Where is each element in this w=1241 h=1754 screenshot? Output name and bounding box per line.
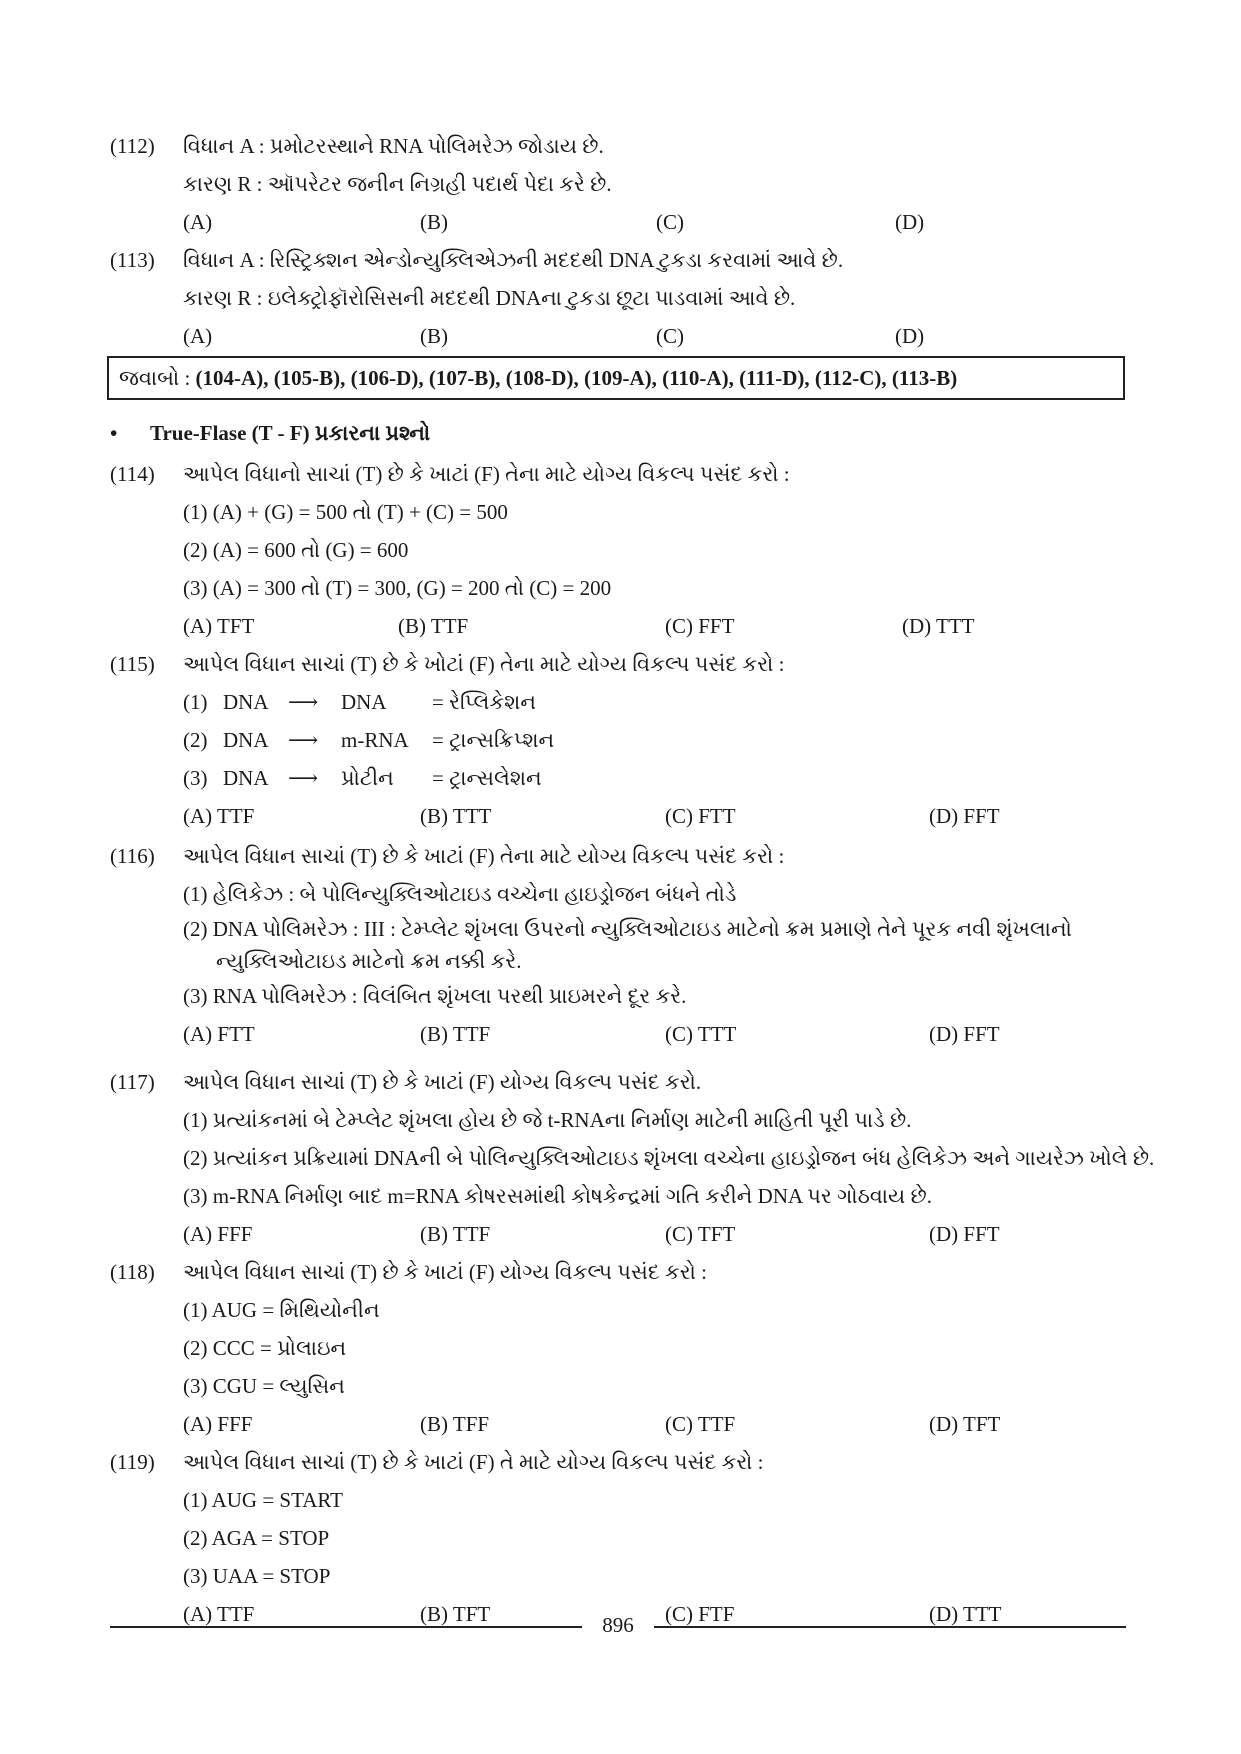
answer-key-box <box>107 356 1125 400</box>
statement-to: m-RNA <box>341 728 409 752</box>
statement-1: (1) હેલિકેઝ : બે પોલિન્યુક્લિઓટાઇડ વચ્ચેના હાઇડ્રોજન બંધને તોડે <box>183 882 737 906</box>
options-row <box>183 203 1183 241</box>
option-c: (C) <box>656 324 684 348</box>
options-row <box>183 1405 1183 1443</box>
question-prompt: આપેલ વિધાન સાચાં (T) છે કે ખોટાં (F) તેના માટે યોગ્ય વિકલ્પ પસંદ કરો : <box>183 652 785 676</box>
statement-from: DNA <box>223 690 269 714</box>
option-c: (C) FTT <box>665 804 736 828</box>
option-d: (D) FFT <box>929 804 1000 828</box>
bullet-icon: • <box>110 421 118 445</box>
question-body <box>183 837 1183 1053</box>
question-body <box>183 455 1183 645</box>
question-body <box>183 1443 1183 1633</box>
statement-2 <box>183 721 1183 759</box>
option-d: (D) FFT <box>929 1022 1000 1046</box>
question-body <box>183 241 1183 355</box>
statement-3: (3) UAA = STOP <box>183 1564 331 1588</box>
question-body <box>183 127 1183 241</box>
page-number: 896 <box>602 1613 634 1637</box>
option-c: (C) FTF <box>665 1602 735 1626</box>
option-b: (B) TFT <box>420 1602 491 1626</box>
question-prompt: આપેલ વિધાન સાચાં (T) છે કે ખાટાં (F) તે માટે યોગ્ય વિકલ્પ પસંદ કરો : <box>183 1450 764 1474</box>
arrow-right-icon: ⟶ <box>288 766 319 790</box>
option-c: (C) FFT <box>665 614 735 638</box>
question-number: (119) <box>110 1450 155 1474</box>
footer-rule-left <box>110 1626 582 1628</box>
statement-2-continued: ન્યુક્લિઓટાઇડ માટેનો ક્રમ નક્કી કરે. <box>216 949 522 973</box>
option-b: (B) <box>420 324 448 348</box>
option-a: (A) TFT <box>183 614 255 638</box>
option-a: (A) FTT <box>183 1022 255 1046</box>
question-body <box>183 1063 1183 1253</box>
statement-3: (3) CGU = લ્યુસિન <box>183 1374 345 1398</box>
options-row <box>183 607 1183 645</box>
option-d: (D) FFT <box>929 1222 1000 1246</box>
statement-2: (2) DNA પોલિમરેઝ : III : ટેમ્પ્લેટ શૃંખલા ઉપરનો ન્યુક્લિઓટાઇડ માટેનો ક્રમ પ્રમાણે તેને પૂરક નવી શૃંખલાનો <box>183 917 1072 941</box>
statement-1: (1) પ્રત્યાંકનમાં બે ટેમ્પ્લેટ શૃંખલા હોય છે જે t-RNAના નિર્માણ માટેની માહિતી પૂરી પાડે છે. <box>183 1108 912 1132</box>
option-a: (A) <box>183 210 213 234</box>
option-d: (D) TFT <box>929 1412 1001 1436</box>
statement-number: (3) <box>183 766 208 790</box>
answer-key-label: જવાબો : <box>119 366 191 390</box>
statement-a: વિધાન A : રિસ્ટ્રિક્શન એન્ડોન્યુક્લિએઝની મદદથી DNA ટુકડા કરવામાં આવે છે. <box>183 248 844 272</box>
question-number: (112) <box>110 134 155 158</box>
question-body <box>183 1253 1183 1443</box>
statement-number: (2) <box>183 728 208 752</box>
arrow-right-icon: ⟶ <box>288 728 319 752</box>
question-prompt: આપેલ વિધાન સાચાં (T) છે કે ખાટાં (F) યોગ્ય વિકલ્પ પસંદ કરો. <box>183 1070 702 1094</box>
reason-r: કારણ R : ઇલેક્ટ્રોફૉરોસિસની મદદથી DNAના ટુકડા છૂટા પાડવામાં આવે છે. <box>183 286 796 310</box>
question-number: (114) <box>110 462 155 486</box>
statement-from: DNA <box>223 728 269 752</box>
question-number: (118) <box>110 1260 155 1284</box>
option-b: (B) TTF <box>398 614 469 638</box>
question-number: (116) <box>110 844 155 868</box>
options-row <box>183 1215 1183 1253</box>
section-title: True-Flase (T - F) પ્રકારના પ્રશ્નો <box>150 421 431 445</box>
question-prompt: આપેલ વિધાનો સાચાં (T) છે કે ખાટાં (F) તેના માટે યોગ્ય વિકલ્પ પસંદ કરો : <box>183 462 790 486</box>
statement-from: DNA <box>223 766 269 790</box>
statement-3: (3) RNA પોલિમરેઝ : વિલંબિત શૃંખલા પરથી પ્રાઇમરને દૂર કરે. <box>183 984 687 1008</box>
statement-a: વિધાન A : પ્રમોટરસ્થાને RNA પોલિમરેઝ જોડાય છે. <box>183 134 604 158</box>
statement-1: (1) AUG = મિથિયોનીન <box>183 1298 380 1322</box>
option-b: (B) TFF <box>420 1412 490 1436</box>
option-d: (D) TTT <box>929 1602 1002 1626</box>
question-prompt: આપેલ વિધાન સાચાં (T) છે કે ખાટાં (F) તેના માટે યોગ્ય વિકલ્પ પસંદ કરો : <box>183 844 785 868</box>
option-c: (C) TTT <box>665 1022 737 1046</box>
statement-to: DNA <box>341 690 387 714</box>
option-c: (C) TFT <box>665 1222 736 1246</box>
section-heading <box>110 418 430 448</box>
statement-process: = રેપ્લિકેશન <box>432 690 536 714</box>
statement-1: (1) (A) + (G) = 500 તો (T) + (C) = 500 <box>183 500 508 524</box>
statement-process: = ટ્રાન્સક્રિપ્શન <box>432 728 555 752</box>
option-d: (D) TTT <box>902 614 975 638</box>
option-a: (A) TTF <box>183 1602 255 1626</box>
options-row <box>183 1015 1183 1053</box>
option-a: (A) FFF <box>183 1222 253 1246</box>
statement-to: પ્રોટીન <box>341 766 394 790</box>
statement-1: (1) AUG = START <box>183 1488 343 1512</box>
footer-rule-right <box>654 1626 1126 1628</box>
statement-2: (2) (A) = 600 તો (G) = 600 <box>183 538 409 562</box>
question-number: (115) <box>110 652 155 676</box>
option-a: (A) <box>183 324 213 348</box>
question-number: (113) <box>110 248 155 272</box>
statement-3 <box>183 759 1183 797</box>
options-row <box>183 797 1183 835</box>
statement-number: (1) <box>183 690 208 714</box>
option-d: (D) <box>895 324 925 348</box>
option-a: (A) TTF <box>183 804 255 828</box>
arrow-right-icon: ⟶ <box>288 690 319 714</box>
question-body <box>183 645 1183 835</box>
option-a: (A) FFF <box>183 1412 253 1436</box>
answer-key-text: (104-A), (105-B), (106-D), (107-B), (108-D), (109-A), (110-A), (111-D), (112-C), (113-B) <box>195 366 958 390</box>
reason-r: કારણ R : ઑપરેટર જનીન નિગ્રહી પદાર્થ પેદા કરે છે. <box>183 172 612 196</box>
statement-3: (3) m-RNA નિર્માણ બાદ m=RNA કોષરસમાંથી કોષકેન્દ્રમાં ગતિ કરીને DNA પર ગોઠવાય છે. <box>183 1184 932 1208</box>
option-b: (B) TTF <box>420 1222 491 1246</box>
option-c: (C) TTF <box>665 1412 736 1436</box>
statement-2: (2) CCC = પ્રોલાઇન <box>183 1336 347 1360</box>
option-b: (B) TTT <box>420 804 492 828</box>
option-b: (B) TTF <box>420 1022 491 1046</box>
option-b: (B) <box>420 210 448 234</box>
statement-2: (2) પ્રત્યાંકન પ્રક્રિયામાં DNAની બે પોલિન્યુક્લિઓટાઇડ શૃંખલા વચ્ચેના હાઇડ્રોજન બંધ હેલિકેઝ અને ગાયરેઝ ખોલે છે. <box>183 1146 1155 1170</box>
statement-2: (2) AGA = STOP <box>183 1526 330 1550</box>
statement-1 <box>183 683 1183 721</box>
question-number: (117) <box>110 1070 155 1094</box>
option-d: (D) <box>895 210 925 234</box>
option-c: (C) <box>656 210 684 234</box>
options-row <box>183 317 1183 355</box>
statement-process: = ટ્રાન્સલેશન <box>432 766 542 790</box>
statement-3: (3) (A) = 300 તો (T) = 300, (G) = 200 તો (C) = 200 <box>183 576 612 600</box>
question-prompt: આપેલ વિધાન સાચાં (T) છે કે ખાટાં (F) યોગ્ય વિકલ્પ પસંદ કરો : <box>183 1260 707 1284</box>
